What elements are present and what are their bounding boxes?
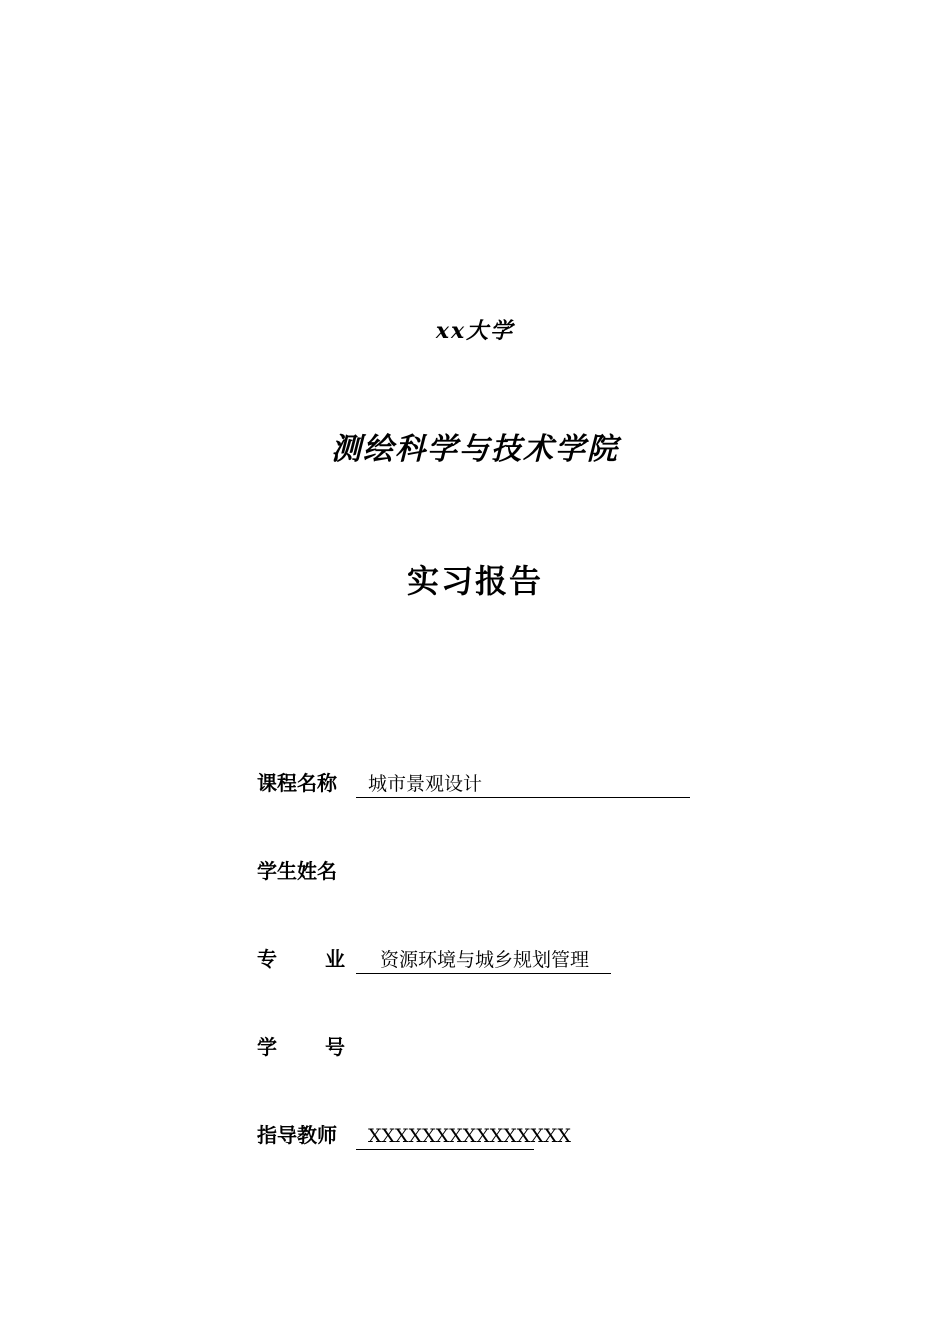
course-name-value: 城市景观设计 bbox=[356, 772, 690, 798]
student-id-label bbox=[257, 1031, 345, 1060]
major-value: 资源环境与城乡规划管理 bbox=[356, 948, 611, 974]
student-name-row bbox=[257, 855, 345, 885]
advisor-label: 指导教师 bbox=[257, 1123, 337, 1147]
student-name-label: 学生姓名 bbox=[257, 859, 337, 883]
major-label bbox=[257, 943, 345, 972]
course-name-label: 课程名称 bbox=[257, 771, 337, 795]
student-id-label-right: 号 bbox=[325, 1035, 345, 1059]
report-title: 实习报告 bbox=[406, 562, 543, 600]
major-label-left: 专 bbox=[257, 947, 277, 971]
university-name: xx大学 bbox=[435, 318, 515, 344]
major-row bbox=[257, 943, 611, 973]
major-label-right: 业 bbox=[325, 947, 345, 971]
course-name-row bbox=[257, 767, 690, 797]
student-id-row bbox=[257, 1031, 345, 1061]
college-name: 测绘科学与技术学院 bbox=[331, 432, 619, 467]
student-id-label-left: 学 bbox=[257, 1035, 277, 1059]
advisor-value: XXXXXXXXXXXXXXX bbox=[356, 1124, 534, 1150]
advisor-row bbox=[257, 1119, 571, 1149]
